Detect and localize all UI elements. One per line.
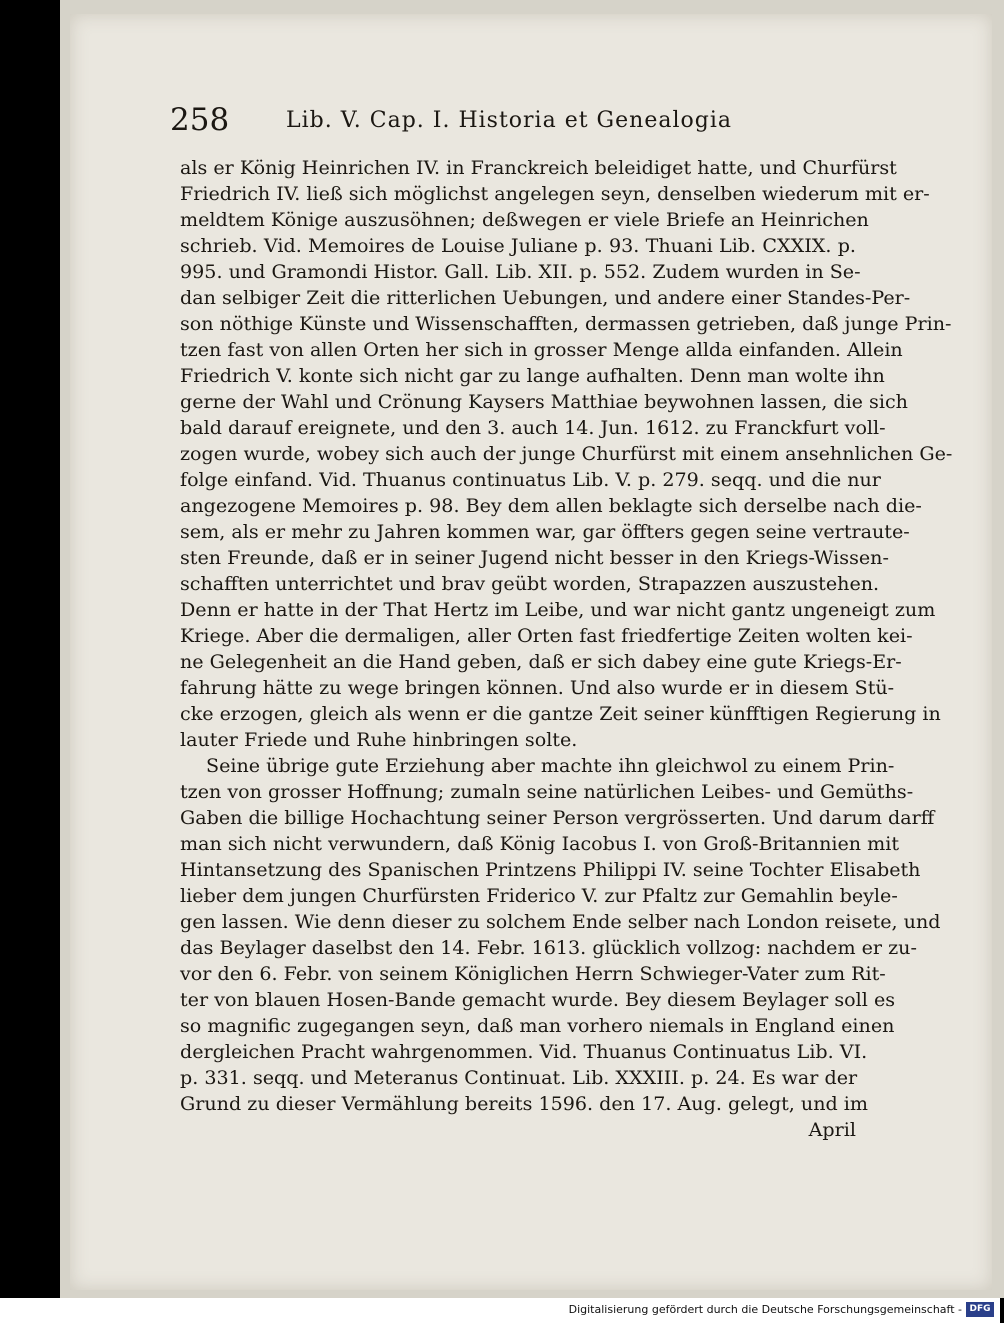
text-line: sten Freunde, daß er in seiner Jugend nicht besser in den Kriegs-Wissen- <box>180 546 889 569</box>
text-line: Denn er hatte in der That Hertz im Leibe, und war nicht gantz ungeneigt zum <box>180 598 936 621</box>
text-line: das Beylager daselbst den 14. Febr. 1613. glücklich vollzog: nachdem er zu- <box>180 936 917 959</box>
text-line: zogen wurde, wobey sich auch der junge Churfürst mit einem ansehnlichen Ge- <box>180 442 953 465</box>
text-line: 995. und Gramondi Histor. Gall. Lib. XII. p. 552. Zudem wurden in Se- <box>180 260 861 283</box>
funding-credit: Digitalisierung gefördert durch die Deutsche Forschungsgemeinschaft - <box>568 1303 962 1316</box>
digitization-footer <box>0 1298 1000 1323</box>
text-line: lauter Friede und Ruhe hinbringen solte. <box>180 728 578 751</box>
text-line: sem, als er mehr zu Jahren kommen war, gar öffters gegen seine vertraute- <box>180 520 910 543</box>
text-line: gen lassen. Wie denn dieser zu solchem Ende selber nach London reisete, und <box>180 910 941 933</box>
text-line: ter von blauen Hosen-Bande gemacht wurde. Bey diesem Beylager soll es <box>180 988 896 1011</box>
text-line: son nöthige Künste und Wissenschafften, dermassen getrieben, daß junge Prin- <box>180 312 952 335</box>
page-number: 258 <box>170 102 230 138</box>
text-line: als er König Heinrichen IV. in Franckreich beleidiget hatte, und Churfürst <box>180 156 897 179</box>
text-line: tzen von grosser Hoffnung; zumaln seine natürlichen Leibes- und Gemüths- <box>180 780 914 803</box>
text-line: fahrung hätte zu wege bringen können. Und also wurde er in diesem Stü- <box>180 676 895 699</box>
catchword: April <box>808 1118 856 1141</box>
text-line: folge einfand. Vid. Thuanus continuatus Lib. V. p. 279. seqq. und die nur <box>180 468 881 491</box>
text-line: bald darauf ereignete, und den 3. auch 14. Jun. 1612. zu Franckfurt voll- <box>180 416 886 439</box>
running-head: Lib. V. Cap. I. Historia et Genealogia <box>286 108 732 133</box>
text-line: angezogene Memoires p. 98. Bey dem allen beklagte sich derselbe nach die- <box>180 494 922 517</box>
text-line: Friedrich IV. ließ sich möglichst angelegen seyn, denselben wiederum mit er- <box>180 182 930 205</box>
text-line: p. 331. seqq. und Meteranus Continuat. Lib. XXXIII. p. 24. Es war der <box>180 1066 858 1089</box>
text-line: schafften unterrichtet und brav geübt worden, Strapazzen auszustehen. <box>180 572 880 595</box>
text-line: man sich nicht verwundern, daß König Iacobus I. von Groß-Britannien mit <box>180 832 900 855</box>
text-line: ne Gelegenheit an die Hand geben, daß er sich dabey eine gute Kriegs-Er- <box>180 650 902 673</box>
text-line: cke erzogen, gleich als wenn er die gantze Zeit seiner künfftigen Regierung in <box>180 702 941 725</box>
text-line: gerne der Wahl und Crönung Kaysers Matthiae beywohnen lassen, die sich <box>180 390 908 413</box>
text-line: Hintansetzung des Spanischen Printzens Philippi IV. seine Tochter Elisabeth <box>180 858 921 881</box>
text-line: lieber dem jungen Churfürsten Friderico V. zur Pfaltz zur Gemahlin beyle- <box>180 884 898 907</box>
text-line: Seine übrige gute Erziehung aber machte ihn gleichwol zu einem Prin- <box>206 754 895 777</box>
text-line: Grund zu dieser Vermählung bereits 1596. den 17. Aug. gelegt, und im <box>180 1092 869 1115</box>
text-line: Friedrich V. konte sich nicht gar zu lange aufhalten. Denn man wolte ihn <box>180 364 885 387</box>
text-line: meldtem Könige auszusöhnen; deßwegen er viele Briefe an Heinrichen <box>180 208 869 231</box>
body-text <box>180 155 953 1143</box>
text-line: Gaben die billige Hochachtung seiner Person vergrösserten. Und darum darff <box>180 806 935 829</box>
text-line: vor den 6. Febr. von seinem Königlichen Herrn Schwieger-Vater zum Rit- <box>180 962 886 985</box>
page-header <box>170 100 840 140</box>
dfg-logo: DFG <box>966 1302 994 1317</box>
text-line: schrieb. Vid. Memoires de Louise Juliane p. 93. Thuani Lib. CXXIX. p. <box>180 234 856 257</box>
text-line: dergleichen Pracht wahrgenommen. Vid. Thuanus Continuatus Lib. VI. <box>180 1040 868 1063</box>
text-line: tzen fast von allen Orten her sich in grosser Menge allda einfanden. Allein <box>180 338 903 361</box>
text-line: dan selbiger Zeit die ritterlichen Uebungen, und andere einer Standes-Per- <box>180 286 911 309</box>
text-line: so magnific zugegangen seyn, daß man vorhero niemals in England einen <box>180 1014 895 1037</box>
text-line: Kriege. Aber die dermaligen, aller Orten fast friedfertige Zeiten wolten kei- <box>180 624 913 647</box>
